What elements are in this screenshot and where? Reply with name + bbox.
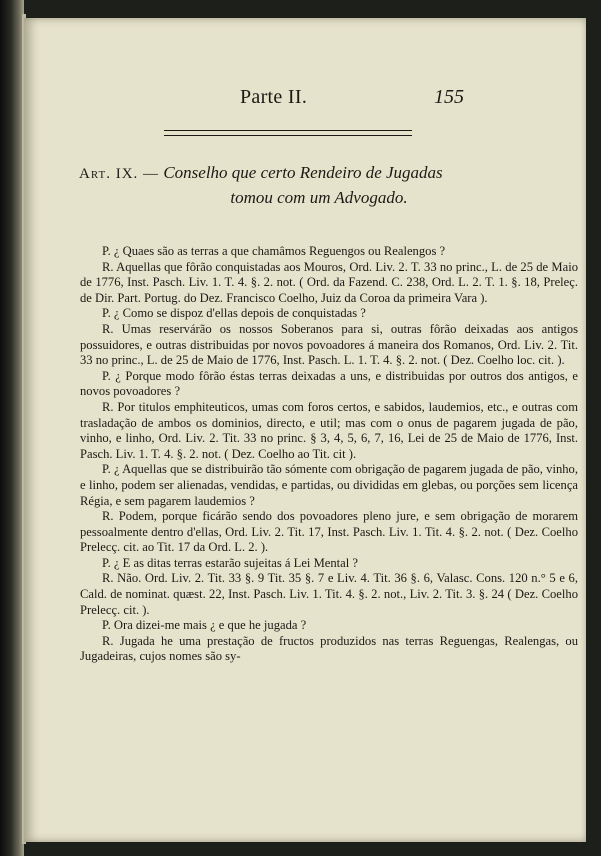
paragraph: R. Por titulos emphiteuticos, umas com foros certos, e sabidos, laudemios, etc., e outras com trasladação de ambos os dominios, directo, e util; mas com o onus de pagarem jugada de pão, vinho, e linho, Ord. Liv. 2. Tit. 33 no princ. § 3, 4, 5, 6, 7, 16, Lei de 25 de Maio de 1776, Inst. Pasch. Liv. 1. T. 4. §. 2. not. ( Dez. Coelho ao Tit. cit ). [80, 399, 578, 461]
paragraph: R. Jugada he uma prestação de fructos produzidos nas terras Reguengas, Realengas, ou Jugadeiras, cujos nomes são sy- [80, 633, 578, 664]
paragraph: R. Umas reservárão os nossos Soberanos para si, outras fôrão deixadas aos antigos possuidores, e outras distribuidas por novos povoadores á maneira dos Romanos, Ord. Liv. 2. Tit. 33 no princ., L. de 25 de Maio de 1776, Inst. Pasch. L. 1. T. 4. §. 2. not. ( Dez. Coelho loc. cit. ). [80, 321, 578, 368]
paragraph: P. ¿ Aquellas que se distribuirão tão sómente com obrigação de pagarem jugada de pão, vinho, e linho, podem ser alienadas, vendidas, e partidas, ou divididas em glebas, ou porções sem licença Régia, e sem pagarem laudemios ? [80, 462, 578, 508]
paragraph: P. ¿ Como se dispoz d'ellas depois de conquistadas ? [102, 306, 366, 321]
page-number: 155 [434, 86, 464, 108]
article-number: Art. IX. — [79, 166, 160, 182]
paragraph: R. Aquellas que fôrão conquistadas aos Mouros, Ord. Liv. 2. T. 33 no princ., L. de 25 de Maio de 1776, Inst. Pasch. Liv. 1. T. 4. §. 2. not. ( Ord. da Fazend. C. 238, Ord. L. 2. T. 1. §. 18, Preleç. de Dir. Part. Portug. do Dez. Francisco Coelho, Juiz da Coroa da primeira Vara ). [80, 259, 578, 305]
paragraph: P. ¿ E as ditas terras estarão sujeitas á Lei Mental ? [102, 555, 358, 570]
body-text [80, 244, 578, 665]
paragraph: P. ¿ Quaes são as terras a que chamâmos Reguengos ou Realengos ? [102, 244, 446, 258]
article-heading [79, 161, 549, 209]
article-title-line1: Conselho que certo Rendeiro de Jugadas [163, 163, 443, 182]
header-rule [164, 130, 412, 136]
article-title-line2: tomou com um Advogado. [230, 188, 408, 207]
book-page [24, 18, 586, 842]
paragraph: P. Ora dizei-me mais ¿ e que he jugada ? [102, 618, 307, 633]
book-spine [0, 0, 24, 856]
paragraph: R. Não. Ord. Liv. 2. Tit. 33 §. 9 Tit. 35 §. 7 e Liv. 4. Tit. 36 §. 6, Valasc. Cons. 120 n.° 5 e 6, Cald. de nominat. quæst. 22, Inst. Pasch. Liv. 1. Tit. 4. §. 2. not., Liv. 2. Tit. 3. §. 24 ( Dez. Coelho Prelecç. cit. ). [80, 571, 578, 617]
running-head: Parte II. [240, 86, 308, 108]
paragraph: R. Podem, porque ficárão sendo dos povoadores pleno jure, e sem obrigação de morarem pessoalmente dentro d'ellas, Ord. Liv. 2. Tit. 17, Inst. Pasch. Liv. 1. Tit. 4. §. 2. not. ( Dez. Coelho Prelecç. cit. ao Tit. 17 da Ord. L. 2. ). [80, 509, 578, 555]
paragraph: P. ¿ Porque modo fôrão éstas terras deixadas a uns, e distribuidas por outros dos antigos, e novos povoadores ? [80, 368, 578, 399]
